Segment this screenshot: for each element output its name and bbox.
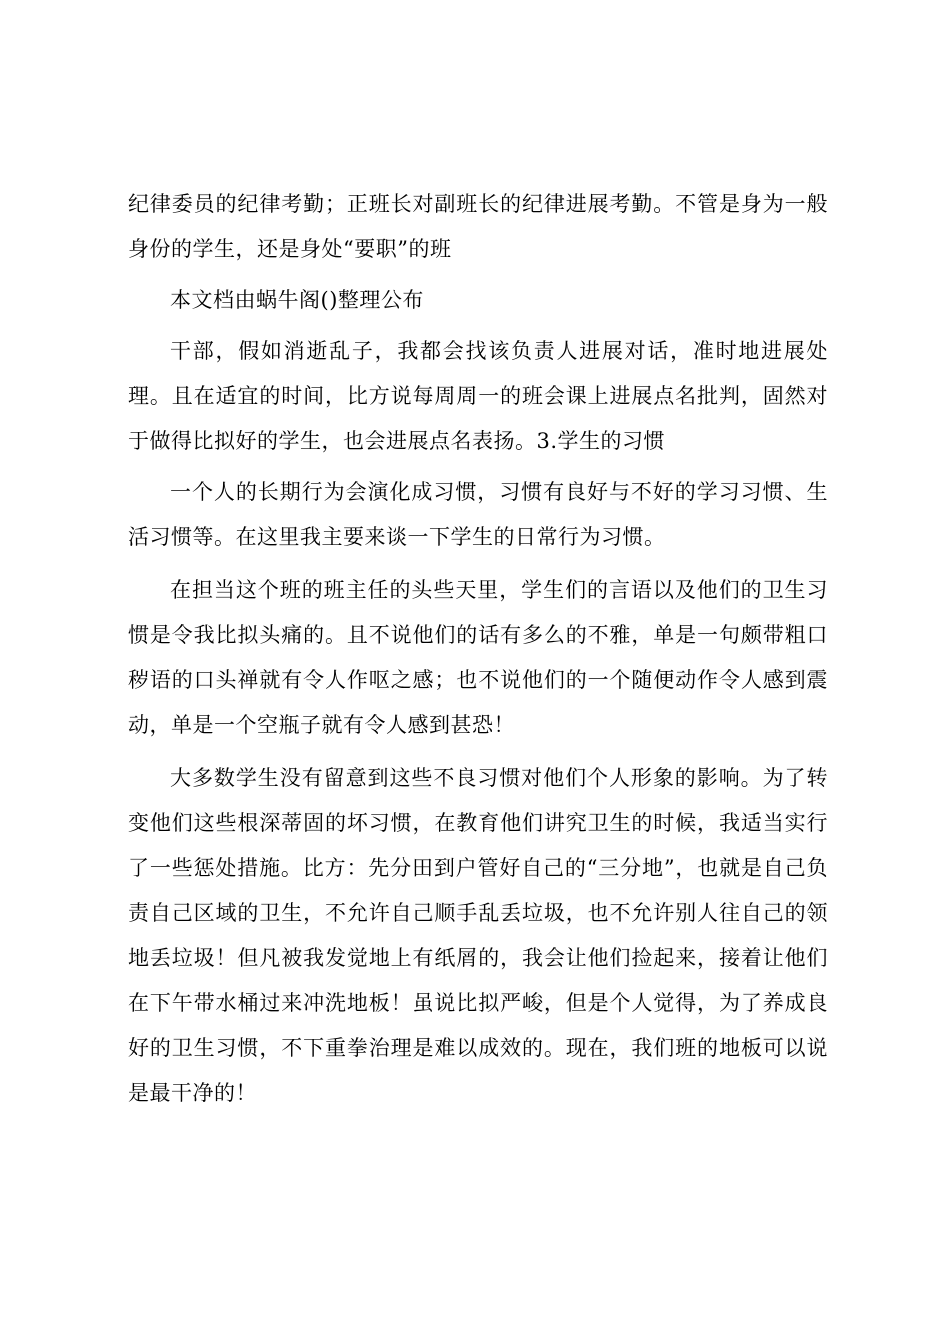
paragraph-habits-intro: 一个人的长期行为会演化成习惯，习惯有良好与不好的学习习惯、生活习惯等。在这里我主要来谈一下学生的日常行为习惯。 — [128, 480, 828, 549]
paragraph-continuation: 纪律委员的纪律考勤；正班长对副班长的纪律进展考勤。不管是身为一般身份的学生，还是身处“要职”的班 — [128, 192, 828, 261]
document-body — [128, 182, 828, 1116]
paragraph-hygiene-measures: 大多数学生没有留意到这些不良习惯对他们个人形象的影响。为了转变他们这些根深蒂固的坏习惯，在教育他们讲究卫生的时候，我适当实行了一些惩处措施。比方：先分田到户管好自己的“三分地”，也就是自己负责自己区域的卫生，不允许自己顺手乱丢垃圾，也不允许别人往自己的领地丢垃圾！但凡被我发觉地上有纸屑的，我会让他们捡起来，接着让他们在下午带水桶过来冲洗地板！虽说比拟严峻，但是个人觉得，为了养成良好的卫生习惯，不下重拳治理是难以成效的。现在，我们班的地板可以说是最干净的！ — [128, 766, 828, 1105]
paragraph-early-days: 在担当这个班的班主任的头些天里，学生们的言语以及他们的卫生习惯是令我比拟头痛的。且不说他们的话有多么的不雅，单是一句颇带粗口秽语的口头禅就有令人作呕之感；也不说他们的一个随便动作令人感到震动，单是一个空瓶子就有令人感到甚恐！ — [128, 578, 828, 737]
paragraph-source-note: 本文档由蜗牛阁()整理公布 — [170, 288, 424, 312]
paragraph-cadre-handling: 干部，假如消逝乱子，我都会找该负责人进展对话，准时地进展处理。且在适宜的时间，比方说每周周一的班会课上进展点名批判，固然对于做得比拟好的学生，也会进展点名表扬。3.学生的习惯 — [128, 339, 828, 453]
